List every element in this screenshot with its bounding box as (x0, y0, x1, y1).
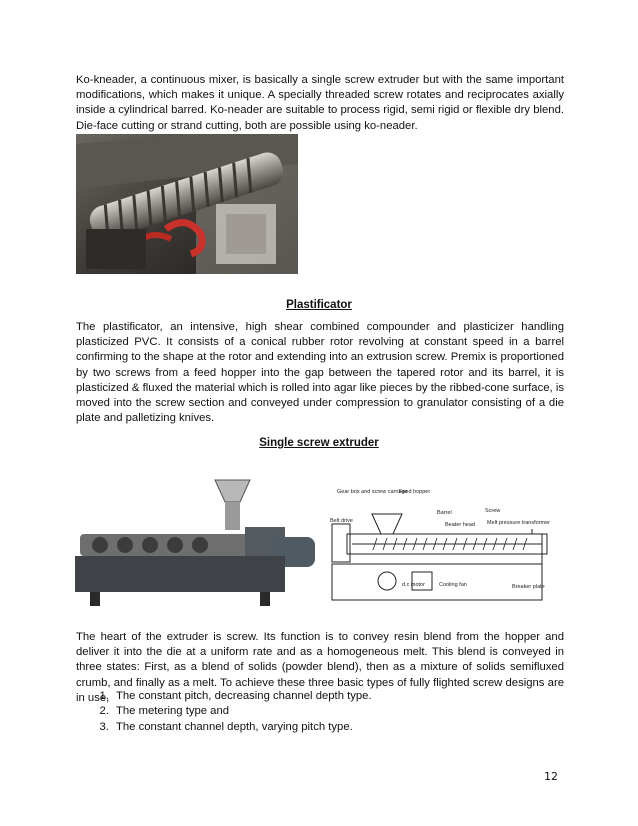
label-barrel: Barrel (437, 510, 452, 516)
label-screw: Screw (485, 508, 501, 514)
screw-design-list (76, 689, 592, 735)
screw-paragraph: The heart of the extruder is screw. Its function is to convey resin blend from the hopper and deliver it into the die at a uniform rate and as a homogeneous melt. This blend is conveyed in three states: First, as a blend of solids (powder blend), then as a mixture of solids semifluxed crumb, and finally as a melt. To achieve these three basic types of fully flighted screw designs are in use, (76, 631, 564, 704)
list-item: 1. The constant pitch, decreasing channel depth type. (112, 689, 592, 704)
label-feed-hopper: Feed hopper (399, 489, 431, 495)
label-breaker-plate: Breaker plate (512, 584, 545, 590)
intro-paragraph: Ko-kneader, a continuous mixer, is basically a single screw extruder but with the same important modifications, which makes it unique. A specially threaded screw rotates and reciprocates axially inside a cylindrical barred. Ko-neader are suitable to process rigid, semi rigid or flexible dry blend. Die-face cutting or strand cutting, both are possible using ko-neader. (76, 74, 564, 132)
label-cooling-fan: Cooling fan (439, 582, 467, 588)
list-item: 3. The constant channel depth, varying pitch type. (112, 720, 592, 735)
ko-kneader-photo (76, 134, 298, 274)
list-item: 2. The metering type and (112, 704, 592, 719)
plastificator-paragraph: The plastificator, an intensive, high shear combined compounder and plasticizer handling plasticized PVC. It consists of a conical rubber rotor revolving at constant speed in a barrel confirming to the shape at the rotor and extending into an extrusion screw. Premix is proportioned by two screws from a feed hopper into the gap between the tapered rotor and its barrel, it is plasticized & fluxed the material which is rolled into agar like pieces by the ribbed-cone surface, is moved into the screw section and conveyed under compression to granulator consisting of a die plate and palletizing knives. (76, 321, 564, 425)
label-melt-pressure: Melt pressure transformer (487, 520, 550, 526)
plastificator-heading: Plastificator (286, 299, 352, 311)
extruder-machine-photo (70, 472, 320, 612)
page-number: 12 (544, 770, 558, 783)
label-gear-box: Gear box and screw carriage (337, 489, 408, 495)
extruder-diagram (327, 484, 557, 610)
label-heater-head: Beater head (445, 522, 475, 528)
single-screw-heading: Single screw extruder (259, 437, 379, 449)
label-dc-motor: d.c motor (402, 582, 425, 588)
label-belt-drive: Belt drive (330, 518, 353, 524)
